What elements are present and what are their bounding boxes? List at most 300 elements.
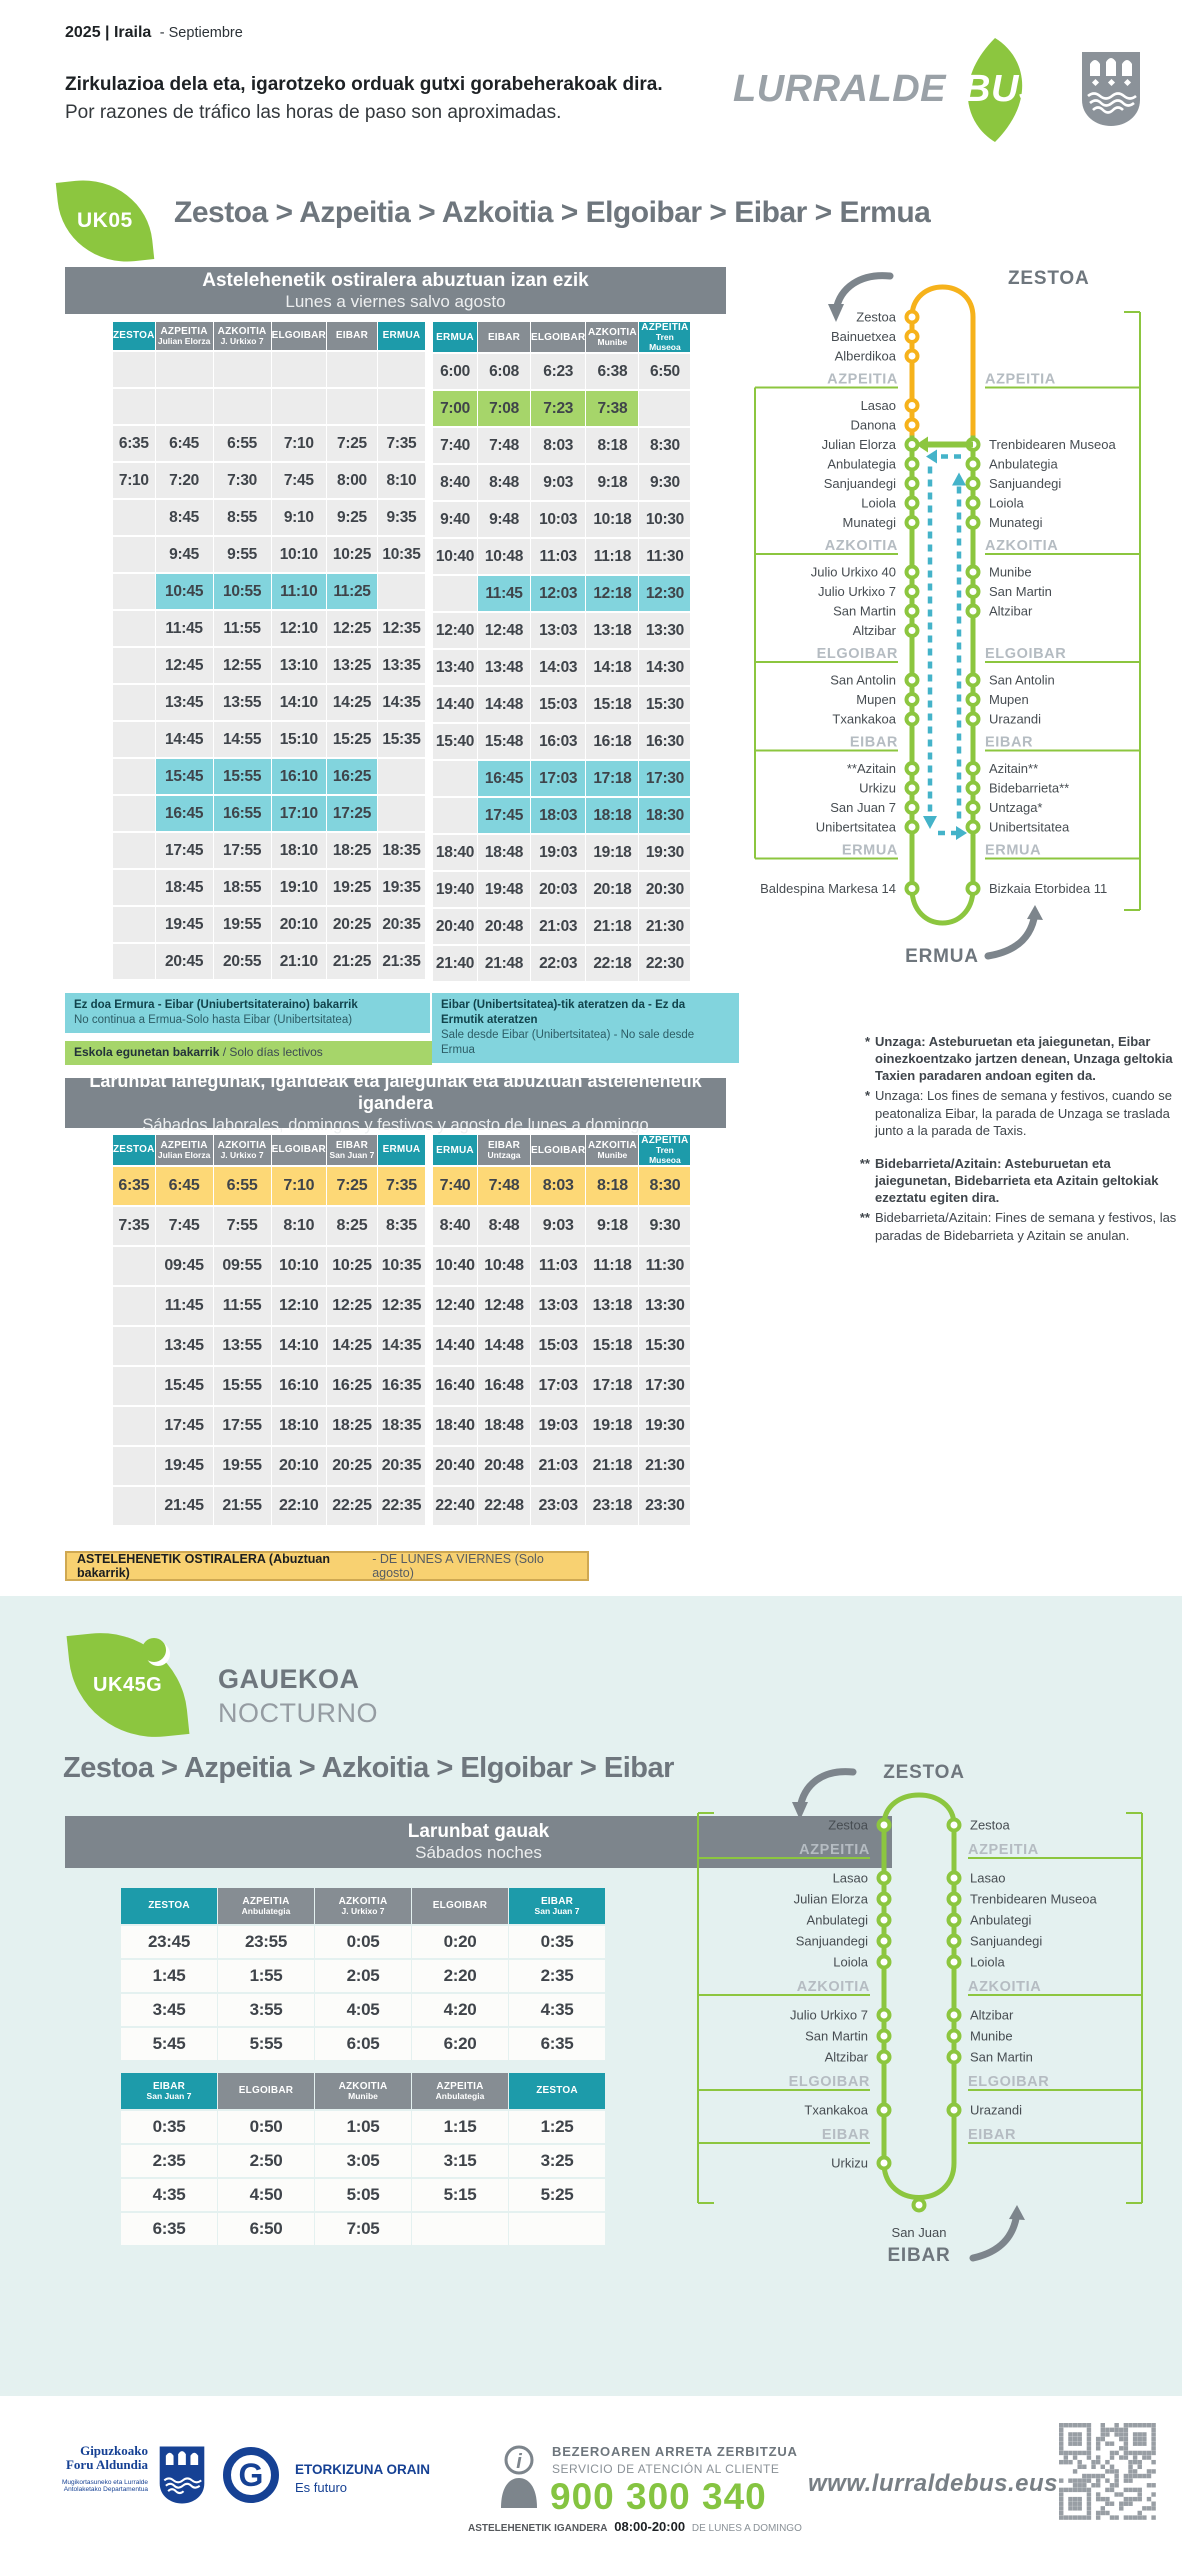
time-cell: 7:35: [378, 1167, 425, 1205]
timetable-row: [113, 759, 425, 794]
time-cell: 2:20: [412, 1960, 508, 1992]
svg-text:ZESTOA: ZESTOA: [1008, 268, 1090, 289]
timetable-row: [113, 389, 425, 424]
time-cell: 4:05: [315, 1994, 411, 2026]
time-cell: 19:30: [639, 1407, 690, 1445]
svg-text:Munibe: Munibe: [989, 564, 1032, 580]
time-cell: 1:55: [218, 1960, 314, 1992]
svg-text:Loiola: Loiola: [861, 495, 896, 511]
timetable-row: [113, 1247, 425, 1285]
timetable-row: [433, 1487, 690, 1525]
svg-text:ELGOIBAR: ELGOIBAR: [968, 2074, 1050, 2090]
svg-text:San Juan: San Juan: [891, 2225, 947, 2240]
weekday-outbound-table: [112, 320, 426, 981]
time-cell: 12:40: [433, 1287, 477, 1325]
column-header: EIBAR: [327, 322, 377, 350]
time-cell: [113, 1487, 155, 1525]
route-badge-uk05: [56, 174, 154, 269]
svg-text:Urazandi: Urazandi: [989, 711, 1042, 727]
time-cell: 10:30: [639, 502, 690, 537]
weekend-banner-es: Sábados laborales, domingos y festivos y agosto de lunes a domingo: [142, 1115, 649, 1134]
time-cell: 13:18: [586, 1287, 638, 1325]
time-cell: 22:30: [639, 946, 690, 981]
weekday-banner-es: Lunes a viernes salvo agosto: [285, 291, 506, 311]
time-cell: 17:03: [531, 1367, 585, 1405]
time-cell: 3:05: [315, 2145, 411, 2177]
time-cell: 10:10: [272, 537, 326, 572]
svg-text:Bidebarrieta**: Bidebarrieta**: [989, 780, 1070, 796]
svg-text:AZKOITIA: AZKOITIA: [968, 1979, 1042, 1995]
svg-text:EIBAR: EIBAR: [849, 734, 898, 751]
time-cell: 6:35: [113, 1167, 155, 1205]
moon-icon-crescent: [142, 1638, 166, 1662]
time-cell: 14:35: [378, 1327, 425, 1365]
timetable-row: [433, 576, 690, 611]
time-cell: [113, 1327, 155, 1365]
timetable-row: [113, 796, 425, 831]
column-header: EIBAR San Juan 7: [509, 1888, 605, 1924]
time-cell: 19:45: [156, 1447, 213, 1485]
timetable-row: [113, 685, 425, 720]
time-cell: [113, 1447, 155, 1485]
traffic-notice-eu: Zirkulazioa dela eta, igarotzeko orduak gutxi gorabeherakoak dira.: [65, 74, 663, 95]
time-cell: 10:48: [478, 1247, 530, 1285]
time-cell: 6:23: [531, 354, 585, 389]
svg-text:Julio Urkixo 40: Julio Urkixo 40: [810, 564, 896, 580]
legend-text-es: / Solo días lectivos: [222, 1045, 323, 1059]
time-cell: 7:45: [156, 1207, 213, 1245]
time-cell: 20:03: [531, 872, 585, 907]
weekend-banner-eu: Larunbat lanegunak, igandeak eta jaiegunak eta abuztuan astelehenetik igandera: [89, 1070, 702, 1113]
time-cell: 16:40: [433, 1367, 477, 1405]
legend-text-eu: Ez doa Ermura - Eibar (Uniubertsitateraino) bakarrik: [74, 999, 358, 1011]
timetable-row: [433, 1407, 690, 1445]
time-cell: [113, 537, 155, 572]
time-cell: [113, 1367, 155, 1405]
time-cell: 12:45: [156, 648, 213, 683]
time-cell: 13:45: [156, 1327, 213, 1365]
svg-text:**Azitain: **Azitain: [846, 761, 896, 776]
time-cell: 9:18: [586, 465, 638, 500]
time-cell: 14:48: [478, 687, 530, 722]
time-cell: 11:30: [639, 539, 690, 574]
svg-text:Bizkaia Etorbidea 11: Bizkaia Etorbidea 11: [989, 881, 1108, 896]
column-header: ZESTOA: [121, 1888, 217, 1924]
night-banner-eu: Larunbat gauak: [407, 1821, 550, 1843]
time-cell: 15:18: [586, 1327, 638, 1365]
time-cell: 7:48: [478, 1167, 530, 1205]
column-header: AZKOITIA Munibe: [586, 1135, 638, 1165]
time-cell: 16:25: [327, 1367, 377, 1405]
time-cell: 10:03: [531, 502, 585, 537]
timetable: [120, 1886, 606, 2062]
qr-code: [1059, 2423, 1156, 2520]
column-header: ELGOIBAR: [531, 322, 585, 352]
time-cell: 15:03: [531, 1327, 585, 1365]
time-cell: 21:03: [531, 1447, 585, 1485]
time-cell: 7:10: [113, 463, 155, 498]
time-cell: 18:40: [433, 835, 477, 870]
time-cell: 8:30: [639, 428, 690, 463]
timetable-row: [113, 1447, 425, 1485]
time-cell: 15:03: [531, 687, 585, 722]
time-cell: 13:03: [531, 613, 585, 648]
time-cell: 3:55: [218, 1994, 314, 2026]
time-cell: 6:55: [214, 1167, 271, 1205]
time-cell: 15:45: [156, 1367, 213, 1405]
legend-school-days: [65, 1041, 432, 1065]
timetable-row: [433, 650, 690, 685]
svg-text:Zestoa: Zestoa: [856, 309, 896, 325]
time-cell: [412, 2213, 508, 2245]
time-cell: 20:30: [639, 872, 690, 907]
time-cell: [113, 685, 155, 720]
time-cell: 7:05: [315, 2213, 411, 2245]
svg-text:Lasao: Lasao: [832, 1870, 868, 1886]
time-cell: 12:35: [378, 611, 425, 646]
time-cell: 13:10: [272, 648, 326, 683]
night-name-es: NOCTURNO: [218, 1698, 378, 1728]
column-header: ZESTOA: [113, 322, 155, 350]
time-cell: 7:00: [433, 391, 477, 426]
time-cell: 5:25: [509, 2179, 605, 2211]
august-note-bar: [65, 1551, 589, 1581]
time-cell: 14:10: [272, 1327, 326, 1365]
time-cell: 22:35: [378, 1487, 425, 1525]
time-cell: 19:10: [272, 870, 326, 905]
time-cell: 4:35: [121, 2179, 217, 2211]
time-cell: 2:05: [315, 1960, 411, 1992]
svg-text:Alberdikoa: Alberdikoa: [834, 348, 896, 364]
weekend-outbound-table: [112, 1133, 426, 1527]
column-header: EIBAR San Juan 7: [121, 2073, 217, 2109]
timetable-row: [433, 687, 690, 722]
time-cell: 14:40: [433, 1327, 477, 1365]
svg-text:AZPEITIA: AZPEITIA: [985, 371, 1056, 388]
time-cell: [113, 648, 155, 683]
time-cell: 10:48: [478, 539, 530, 574]
time-cell: 09:55: [214, 1247, 271, 1285]
svg-text:Sanjuandegi: Sanjuandegi: [795, 1933, 868, 1949]
time-cell: 18:25: [327, 833, 377, 868]
svg-text:ERMUA: ERMUA: [985, 842, 1042, 859]
svg-text:Julian Elorza: Julian Elorza: [793, 1891, 868, 1907]
time-cell: 11:18: [586, 1247, 638, 1285]
time-cell: 15:30: [639, 687, 690, 722]
svg-text:Munibe: Munibe: [970, 2028, 1013, 2044]
time-cell: 19:03: [531, 1407, 585, 1445]
svg-text:Zestoa: Zestoa: [828, 1817, 868, 1833]
time-cell: 21:03: [531, 909, 585, 944]
time-cell: 16:10: [272, 1367, 326, 1405]
time-cell: 6:20: [412, 2028, 508, 2060]
time-cell: 0:05: [315, 1926, 411, 1958]
time-cell: 6:38: [586, 354, 638, 389]
route-title-uk45g: Zestoa > Azpeitia > Azkoitia > Elgoibar > Eibar: [63, 1752, 674, 1784]
svg-text:San Martin: San Martin: [989, 584, 1052, 599]
timetable-row: [433, 502, 690, 537]
time-cell: 09:45: [156, 1247, 213, 1285]
time-cell: 18:10: [272, 833, 326, 868]
svg-text:Mupen: Mupen: [989, 692, 1029, 707]
time-cell: 14:18: [586, 650, 638, 685]
gfa-shield-icon: [158, 2445, 206, 2505]
time-cell: 23:30: [639, 1487, 690, 1525]
night-name-eu: GAUEKOA: [218, 1664, 360, 1694]
time-cell: [113, 759, 155, 794]
time-cell: 18:30: [639, 798, 690, 833]
timetable-row: [113, 907, 425, 942]
time-cell: 8:10: [272, 1207, 326, 1245]
time-cell: 22:48: [478, 1487, 530, 1525]
svg-text:Trenbidearen Museoa: Trenbidearen Museoa: [989, 437, 1116, 452]
time-cell: 13:25: [327, 648, 377, 683]
svg-text:Trenbidearen Museoa: Trenbidearen Museoa: [970, 1891, 1097, 1907]
timetable-row: [433, 909, 690, 944]
time-cell: 12:25: [327, 611, 377, 646]
time-cell: 6:50: [218, 2213, 314, 2245]
svg-text:Lasao: Lasao: [860, 398, 896, 413]
time-cell: 7:10: [272, 1167, 326, 1205]
svg-text:Baldespina Markesa 14: Baldespina Markesa 14: [760, 881, 896, 896]
timetable-row: [113, 1207, 425, 1245]
time-cell: 2:35: [509, 1960, 605, 1992]
time-cell: 16:10: [272, 759, 326, 794]
timetable-row: [121, 1926, 605, 1958]
gfa-logo-text: [60, 2444, 148, 2493]
time-cell: 16:48: [478, 1367, 530, 1405]
time-cell: 8:40: [433, 465, 477, 500]
footnote: ** Bidebarrieta/Azitain: Asteburuetan eta jaiegunetan, Bidebarrieta eta Azitain geltokiak ezeztatu egiten dira.: [859, 1155, 1159, 1206]
timetable-row: [433, 1447, 690, 1485]
svg-text:Urkizu: Urkizu: [831, 2155, 868, 2171]
time-cell: 7:40: [433, 428, 477, 463]
time-cell: 3:45: [121, 1994, 217, 2026]
time-cell: 11:25: [327, 574, 377, 609]
time-cell: [378, 352, 425, 387]
svg-text:Txankakoa: Txankakoa: [804, 2102, 868, 2118]
time-cell: 3:15: [412, 2145, 508, 2177]
time-cell: 20:35: [378, 907, 425, 942]
timetable-row: [113, 722, 425, 757]
time-cell: [113, 722, 155, 757]
legend-text-eu: Eskola egunetan bakarrik: [74, 1045, 220, 1059]
time-cell: 9:48: [478, 502, 530, 537]
timetable-row: [113, 352, 425, 387]
time-cell: 9:45: [156, 537, 213, 572]
time-cell: 5:05: [315, 2179, 411, 2211]
time-cell: 9:18: [586, 1207, 638, 1245]
legend-text-es: No continua a Ermua-Solo hasta Eibar (Unibertsitatea): [74, 1013, 353, 1026]
time-cell: 6:45: [156, 426, 213, 461]
svg-text:Loiola: Loiola: [833, 1954, 868, 1970]
time-cell: [327, 389, 377, 424]
time-cell: 8:48: [478, 465, 530, 500]
time-cell: 12:48: [478, 613, 530, 648]
timetable: [120, 2071, 606, 2247]
column-header: ERMUA: [378, 1135, 425, 1165]
svg-text:EIBAR: EIBAR: [985, 734, 1034, 751]
legend-cyan-return: [432, 993, 739, 1063]
time-cell: 20:45: [156, 944, 213, 979]
svg-text:Unibertsitatea: Unibertsitatea: [989, 819, 1070, 835]
time-cell: 7:30: [214, 463, 271, 498]
time-cell: [433, 761, 477, 796]
time-cell: 20:40: [433, 1447, 477, 1485]
gfa-line1: Gipuzkoako: [80, 2443, 148, 2458]
time-cell: 10:25: [327, 1247, 377, 1285]
svg-text:Altzibar: Altzibar: [852, 623, 896, 638]
time-cell: 11:10: [272, 574, 326, 609]
time-cell: 19:03: [531, 835, 585, 870]
time-cell: 10:45: [156, 574, 213, 609]
time-cell: 12:40: [433, 613, 477, 648]
service-phone: 900 300 340: [550, 2476, 767, 2517]
svg-text:Julio Urkixo 7: Julio Urkixo 7: [789, 2007, 868, 2023]
time-cell: 22:10: [272, 1487, 326, 1525]
column-header: ELGOIBAR: [218, 2073, 314, 2109]
time-cell: 21:45: [156, 1487, 213, 1525]
time-cell: 6:35: [113, 426, 155, 461]
time-cell: 10:40: [433, 539, 477, 574]
time-cell: [433, 576, 477, 611]
date-es: - Septiembre: [159, 25, 243, 41]
date-eu: 2025 | Iraila: [65, 24, 152, 41]
time-cell: 17:25: [327, 796, 377, 831]
time-cell: 18:03: [531, 798, 585, 833]
svg-text:Urazandi: Urazandi: [970, 2102, 1023, 2118]
time-cell: 20:10: [272, 1447, 326, 1485]
timetable-row: [433, 761, 690, 796]
time-cell: 8:18: [586, 1167, 638, 1205]
time-cell: 22:18: [586, 946, 638, 981]
time-cell: [433, 798, 477, 833]
time-cell: 19:40: [433, 872, 477, 907]
svg-text:ELGOIBAR: ELGOIBAR: [816, 646, 898, 662]
time-cell: 8:30: [639, 1167, 690, 1205]
time-cell: [639, 391, 690, 426]
column-header: AZPEITIA Julian Elorza: [156, 322, 213, 350]
time-cell: 17:03: [531, 761, 585, 796]
svg-text:EIBAR: EIBAR: [887, 2245, 951, 2266]
time-cell: 6:55: [214, 426, 271, 461]
time-cell: 12:18: [586, 576, 638, 611]
time-cell: 10:25: [327, 537, 377, 572]
time-cell: 18:25: [327, 1407, 377, 1445]
time-cell: 13:48: [478, 650, 530, 685]
time-cell: 9:03: [531, 465, 585, 500]
time-cell: 11:45: [478, 576, 530, 611]
footnote: * Unzaga: Los fines de semana y festivos, cuando se peatonaliza Eibar, la parada de Unzaga se traslada junto a la parada de Taxis.: [864, 1088, 1173, 1138]
timetable-row: [433, 798, 690, 833]
column-header: AZKOITIA J. Urkixo 7: [214, 1135, 271, 1165]
time-cell: 3:25: [509, 2145, 605, 2177]
time-cell: 7:45: [272, 463, 326, 498]
time-cell: 8:03: [531, 428, 585, 463]
time-cell: 7:20: [156, 463, 213, 498]
night-banner-es: Sábados noches: [415, 1843, 542, 1863]
column-header: ELGOIBAR: [272, 322, 326, 350]
time-cell: 10:35: [378, 1247, 425, 1285]
svg-text:Anbulategi: Anbulategi: [806, 1912, 868, 1928]
svg-text:Unibertsitatea: Unibertsitatea: [815, 819, 896, 835]
svg-text:Zestoa: Zestoa: [970, 1817, 1010, 1833]
timetable: [112, 1133, 426, 1527]
time-cell: 7:55: [214, 1207, 271, 1245]
time-cell: 23:18: [586, 1487, 638, 1525]
time-cell: 14:48: [478, 1327, 530, 1365]
time-cell: 16:18: [586, 724, 638, 759]
time-cell: 6:35: [509, 2028, 605, 2060]
time-cell: 18:35: [378, 833, 425, 868]
time-cell: 4:35: [509, 1994, 605, 2026]
svg-text:Bainuetxea: Bainuetxea: [830, 329, 896, 344]
timetable-row: [113, 500, 425, 535]
time-cell: 17:55: [214, 1407, 271, 1445]
time-cell: 11:55: [214, 1287, 271, 1325]
time-cell: 8:18: [586, 428, 638, 463]
time-cell: 6:08: [478, 354, 530, 389]
route-code: UK05: [77, 209, 133, 233]
time-cell: 23:45: [121, 1926, 217, 1958]
time-cell: [113, 352, 155, 387]
svg-text:Lasao: Lasao: [970, 1870, 1006, 1886]
column-header: EIBAR: [478, 322, 530, 352]
svg-text:i: i: [516, 2451, 522, 2473]
column-header: AZKOITIA J. Urkixo 7: [214, 322, 271, 350]
time-cell: 10:18: [586, 502, 638, 537]
timetable-row: [433, 465, 690, 500]
time-cell: 15:55: [214, 759, 271, 794]
svg-text:ELGOIBAR: ELGOIBAR: [985, 646, 1067, 662]
night-return-table: [120, 2071, 606, 2247]
time-cell: 15:45: [156, 759, 213, 794]
time-cell: 12:55: [214, 648, 271, 683]
time-cell: 15:25: [327, 722, 377, 757]
svg-text:G: G: [238, 2457, 264, 2493]
svg-text:ERMUA: ERMUA: [905, 946, 979, 967]
svg-text:Altzibar: Altzibar: [989, 603, 1033, 619]
time-cell: 12:10: [272, 1287, 326, 1325]
time-cell: [113, 389, 155, 424]
column-header: EIBAR Untzaga: [478, 1135, 530, 1165]
hours-eu: ASTELEHENETIK IGANDERA: [468, 2523, 608, 2534]
time-cell: 12:10: [272, 611, 326, 646]
time-cell: 8:03: [531, 1167, 585, 1205]
svg-text:Txankakoa: Txankakoa: [832, 711, 896, 727]
legend-text-es: Sale desde Eibar (Unibertsitatea) - No sale desde Ermua: [441, 1028, 695, 1056]
svg-text:Anbulategia: Anbulategia: [827, 456, 896, 472]
night-outbound-table: [120, 1886, 606, 2062]
time-cell: 16:45: [156, 796, 213, 831]
time-cell: 19:48: [478, 872, 530, 907]
svg-text:Julian Elorza: Julian Elorza: [821, 437, 896, 452]
svg-text:San Antolin: San Antolin: [830, 672, 896, 688]
timetable-row: [433, 1287, 690, 1325]
time-cell: 10:55: [214, 574, 271, 609]
timetable-row: [433, 946, 690, 981]
time-cell: 7:38: [586, 391, 638, 426]
time-cell: 9:55: [214, 537, 271, 572]
time-cell: 10:10: [272, 1247, 326, 1285]
column-header: AZPEITIA Anbulategia: [218, 1888, 314, 1924]
timetable-row: [433, 1247, 690, 1285]
time-cell: 12:03: [531, 576, 585, 611]
time-cell: [113, 944, 155, 979]
time-cell: 19:55: [214, 1447, 271, 1485]
time-cell: 23:03: [531, 1487, 585, 1525]
time-cell: 11:45: [156, 611, 213, 646]
